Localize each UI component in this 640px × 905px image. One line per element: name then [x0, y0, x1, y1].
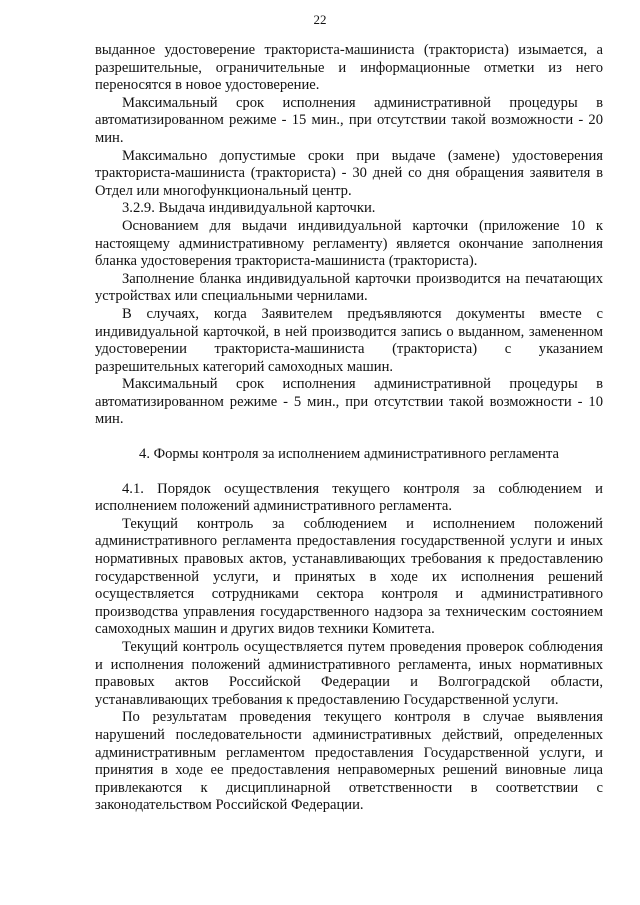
paragraph: Текущий контроль осуществляется путем проведения проверок соблюдения и исполнения положений административного регламента, иных нормативных правовых актов Российской Федерации и Волгоградской области, устанавливающих требования к предоставлению Государственной услуги.: [95, 639, 603, 708]
paragraph: Текущий контроль за соблюдением и исполнением положений административного регламента предоставления государственной услуги и иных нормативных правовых актов, устанавливающих требования к предоставлению государственной услуги, и принятых в ходе их исполнения решений осуществляется сотрудниками сектора контроля и административного производства управления государственного надзора за техническим состоянием самоходных машин и других видов техники Комитета.: [95, 515, 603, 638]
section-heading: 4. Формы контроля за исполнением административного регламента: [139, 446, 559, 463]
subsection-title: 3.2.9. Выдача индивидуальной карточки.: [122, 200, 376, 217]
paragraph: 4.1. Порядок осуществления текущего контроля за соблюдением и исполнением положений административного регламента.: [95, 480, 603, 515]
paragraph: выданное удостоверение тракториста-машиниста (тракториста) изымается, а разрешительные, ограничительные и информационные отметки из него переносятся в новое удостоверение.: [95, 42, 603, 94]
paragraph: По результатам проведения текущего контроля в случае выявления нарушений последовательности административных действий, определенных административным регламентом предоставления Государственной услуги, и принятия в ходе ее предоставления неправомерных решений виновные лица привлекаются к дисциплинарной ответственности в соответствии с законодательством Российской Федерации.: [95, 709, 603, 814]
paragraph: В случаях, когда Заявителем предъявляются документы вместе с индивидуальной карточкой, в ней производится запись о выданном, замененном удостоверении тракториста-машиниста (тракториста) с указанием разрешительных категорий самоходных машин.: [95, 305, 603, 375]
paragraph: Максимально допустимые сроки при выдаче (замене) удостоверения тракториста-машиниста (тракториста) - 30 дней со дня обращения заявителя в Отдел или многофункциональный центр.: [95, 147, 603, 199]
paragraph: Максимальный срок исполнения административной процедуры в автоматизированном режиме - 5 мин., при отсутствии такой возможности - 10 мин.: [95, 376, 603, 428]
paragraph: Максимальный срок исполнения административной процедуры в автоматизированном режиме - 15 мин., при отсутствии такой возможности - 20 мин.: [95, 94, 603, 146]
document-body: [95, 42, 603, 815]
paragraph: Основанием для выдачи индивидуальной карточки (приложение 10 к настоящему административному регламенту) является окончание заполнения бланка удостоверения тракториста-машиниста (тракториста).: [95, 217, 603, 270]
paragraph: Заполнение бланка индивидуальной карточки производится на печатающих устройствах или специальными чернилами.: [95, 270, 603, 305]
page-number: 22: [313, 12, 327, 27]
